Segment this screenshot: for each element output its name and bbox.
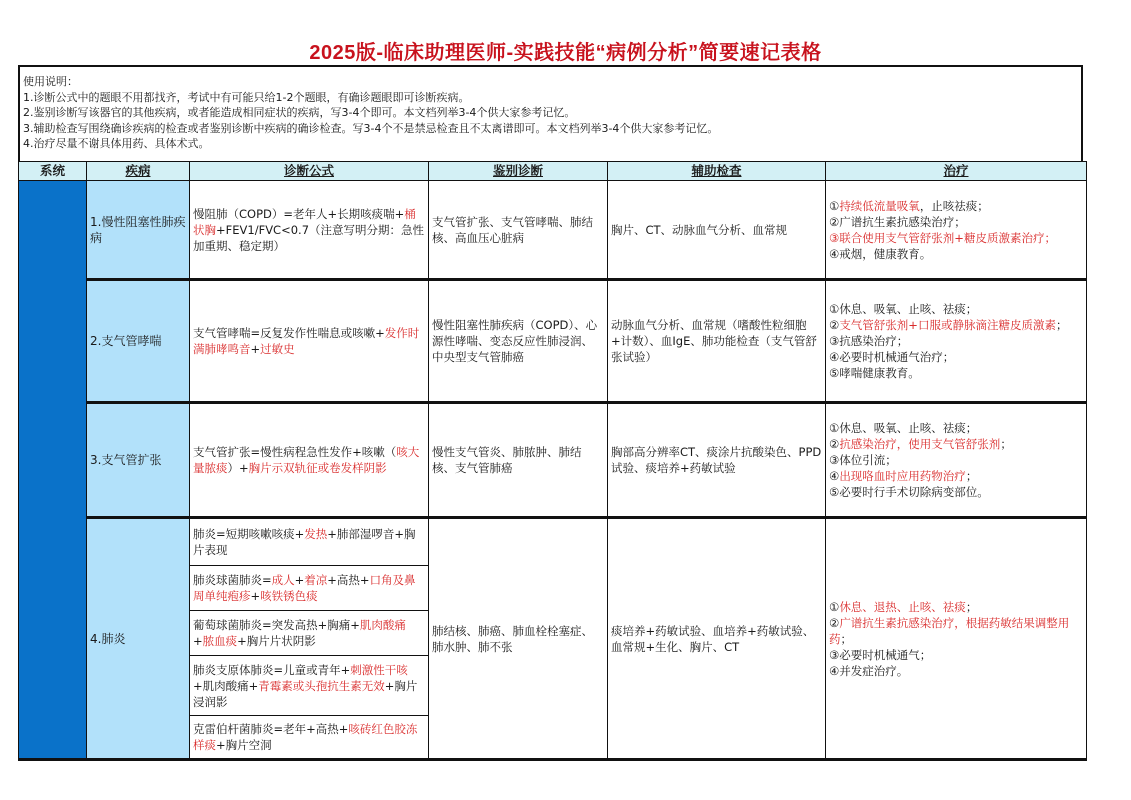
- treatment-step: [829, 663, 1083, 679]
- text-segment: 肺炎球菌肺炎=: [193, 573, 272, 587]
- differential-diagnosis-cell: 慢性阻塞性肺疾病（COPD）、心源性哮喘、变态反应性肺浸润、中央型支气管肺癌: [429, 280, 608, 403]
- highlighted-text: 刺激性干咳: [350, 662, 408, 677]
- highlighted-text: 发作时满肺哮鸣音: [193, 326, 420, 356]
- text-segment: ④并发症治疗。: [829, 663, 909, 678]
- text-segment: ①: [829, 599, 840, 614]
- text-segment: 慢阻肺（COPD）=老年人+长期咳痰喘+: [193, 206, 405, 221]
- text-segment: ①: [829, 198, 840, 213]
- treatment-step: [829, 333, 1083, 349]
- diagnosis-formula-cell: [190, 518, 429, 566]
- text-segment: ④必要时机械通气治疗；: [829, 350, 955, 364]
- text-segment: +: [193, 634, 203, 648]
- treatment-step: [829, 599, 1083, 615]
- treatment-step: [829, 484, 1083, 500]
- treatment-step: [829, 301, 1083, 317]
- highlighted-text: 支气管舒张剂+口服或静脉滴注糖皮质激素: [839, 318, 1056, 332]
- highlighted-text: 胸片示双轨征或卷发样阴影: [248, 461, 387, 475]
- text-segment: ；: [965, 599, 978, 614]
- usage-note-item: 1.诊断公式中的题眼不用都找齐，考试中有可能只给1-2个题眼，有确诊题眼即可诊断疾病。: [23, 90, 470, 104]
- treatment-step: [829, 317, 1083, 333]
- highlighted-text: 口角及鼻周单纯疱疹: [193, 573, 416, 603]
- disease-cell: 1.慢性阻塞性肺疾病: [87, 181, 190, 280]
- highlighted-text: 着凉: [304, 573, 328, 587]
- text-segment: 肺炎支原体肺炎=儿童或青年+: [193, 662, 351, 677]
- treatment-step: [829, 420, 1083, 436]
- highlighted-text: 咳大量脓痰: [193, 445, 420, 475]
- text-segment: +肺部湿啰音+胸片表现: [193, 527, 416, 557]
- highlighted-text: 桶状胸: [193, 206, 416, 237]
- treatment-cell: [826, 518, 1087, 760]
- text-segment: +胸片浸润影: [193, 678, 418, 709]
- auxiliary-exams-cell: 胸片、CT、动脉血气分析、血常规: [608, 181, 826, 280]
- auxiliary-exams-cell: 痰培养+药敏试验、血培养+药敏试验、血常规+生化、胸片、CT: [608, 518, 826, 760]
- diagnosis-formula-cell: [190, 566, 429, 611]
- text-segment: +FEV1/FVC<0.7（注意写明分期：急性加重期、稳定期）: [193, 222, 425, 253]
- text-segment: ④戒烟，健康教育。: [829, 246, 932, 261]
- table-row: [19, 403, 1087, 518]
- text-segment: ③必要时机械通气；: [829, 647, 932, 662]
- diagnosis-formula-cell: [190, 656, 429, 716]
- diagnosis-formula-cell: [190, 403, 429, 518]
- table-row: [19, 280, 1087, 403]
- highlighted-text: 广谱抗生素抗感染治疗，根据药敏结果调整用药: [829, 615, 1070, 646]
- table-header-row: [19, 162, 1087, 181]
- text-segment: +高热+: [327, 573, 370, 587]
- usage-note-item: 3.辅助检查写围绕确诊疾病的检查或者鉴别诊断中疾病的确诊检查。写3-4个不是禁忌检查且不太离谱即可。本文档列举3-4个供大家参考记忆。: [23, 121, 719, 135]
- text-segment: ；: [840, 631, 852, 646]
- text-segment: +胸片空洞: [216, 738, 272, 752]
- treatment-step: [829, 246, 1083, 262]
- treatment-cell: [826, 181, 1087, 280]
- case-analysis-table: [18, 161, 1087, 761]
- diagnosis-formula-cell: [190, 716, 429, 760]
- text-segment: 克雷伯杆菌肺炎=老年+高热+: [193, 722, 349, 736]
- disease-cell: 2.支气管哮喘: [87, 280, 190, 403]
- highlighted-text: 抗感染治疗，使用支气管舒张剂: [839, 437, 1001, 451]
- column-header-auxiliary-exams: 辅助检查: [608, 162, 826, 181]
- treatment-step: [829, 647, 1083, 663]
- highlighted-text: ③联合使用支气管舒张剂+糖皮质激素治疗；: [829, 230, 1056, 245]
- text-segment: 葡萄球菌肺炎=突发高热+胸痛+: [193, 618, 360, 632]
- usage-notes: [18, 65, 1083, 161]
- highlighted-text: 持续低流量吸氧: [839, 198, 920, 213]
- auxiliary-exams-cell: 动脉血气分析、血常规（嗜酸性粒细胞+计数）、血IgE、肺功能检查（支气管舒张试验）: [608, 280, 826, 403]
- treatment-step: [829, 230, 1083, 246]
- diagnosis-formula-cell: [190, 181, 429, 280]
- page-title: 2025版-临床助理医师-实践技能“病例分析”简要速记表格: [309, 42, 822, 64]
- text-segment: ；: [1000, 437, 1012, 451]
- treatment-step: [829, 615, 1083, 647]
- text-segment: ②: [829, 615, 840, 630]
- text-segment: 支气管哮喘=反复发作性喘息或咳嗽+: [193, 326, 385, 340]
- text-segment: ①休息、吸氧、止咳、祛痰；: [829, 421, 978, 435]
- auxiliary-exams-cell: 胸部高分辨率CT、痰涂片抗酸染色、PPD试验、痰培养+药敏试验: [608, 403, 826, 518]
- system-cell: [19, 181, 87, 760]
- highlighted-text: 过敏史: [260, 342, 295, 356]
- column-header-differential-diagnosis: 鉴别诊断: [429, 162, 608, 181]
- disease-cell: 3.支气管扩张: [87, 403, 190, 518]
- highlighted-text: 肌肉酸痛: [359, 618, 406, 632]
- highlighted-text: 咳砖红色胶冻样痰: [193, 722, 418, 752]
- text-segment: 支气管扩张=慢性病程急性发作+咳嗽（: [193, 445, 397, 459]
- highlighted-text: 成人: [271, 573, 295, 587]
- column-header-diagnosis-formula: 诊断公式: [190, 162, 429, 181]
- treatment-step: [829, 436, 1083, 452]
- text-segment: ③体位引流；: [829, 453, 897, 467]
- treatment-step: [829, 198, 1083, 214]
- text-segment: ④: [829, 469, 840, 483]
- treatment-cell: [826, 280, 1087, 403]
- highlighted-text: 休息、退热、止咳、祛痰: [839, 599, 966, 614]
- column-header-disease: 疾病: [87, 162, 190, 181]
- text-segment: ①休息、吸氧、止咳、祛痰；: [829, 302, 978, 316]
- treatment-step: [829, 365, 1083, 381]
- text-segment: ）+: [227, 461, 249, 475]
- treatment-step: [829, 452, 1083, 468]
- column-header-treatment: 治疗: [826, 162, 1087, 181]
- text-segment: +肌肉酸痛+: [193, 678, 259, 693]
- usage-notes-heading: 使用说明：: [23, 75, 78, 88]
- highlighted-text: 发热: [304, 527, 328, 541]
- differential-diagnosis-cell: 慢性支气管炎、肺脓肿、肺结核、支气管肺癌: [429, 403, 608, 518]
- usage-note-item: 4.治疗尽量不谢具体用药、具体术式。: [23, 137, 210, 150]
- highlighted-text: 咳铁锈色痰: [260, 589, 318, 603]
- differential-diagnosis-cell: 肺结核、肺癌、肺血栓栓塞症、肺水肿、肺不张: [429, 518, 608, 760]
- highlighted-text: 青霉素或头孢抗生素无效: [258, 678, 385, 693]
- diagnosis-formula-cell: [190, 611, 429, 656]
- table-row: [19, 181, 1087, 280]
- highlighted-text: 出现咯血时应用药物治疗: [839, 469, 966, 483]
- treatment-cell: [826, 403, 1087, 518]
- text-segment: +: [294, 573, 305, 587]
- text-segment: 肺炎=短期咳嗽咳痰+: [193, 527, 305, 541]
- text-segment: +胸片片状阴影: [237, 634, 316, 648]
- text-segment: ③抗感染治疗；: [829, 334, 909, 348]
- text-segment: ⑤必要时行手术切除病变部位。: [829, 485, 989, 499]
- diagnosis-formula-cell: [190, 280, 429, 403]
- treatment-step: [829, 468, 1083, 484]
- treatment-step: [829, 214, 1083, 230]
- text-segment: ；: [1055, 318, 1068, 332]
- text-segment: ②: [829, 437, 840, 451]
- text-segment: ②: [829, 318, 840, 332]
- table-row: [19, 518, 1087, 566]
- text-segment: ⑤哮喘健康教育。: [829, 366, 920, 380]
- text-segment: ，止咳祛痰；: [919, 198, 989, 213]
- disease-cell: 4.肺炎: [87, 518, 190, 760]
- treatment-step: [829, 349, 1083, 365]
- column-header-system: 系统: [19, 162, 87, 181]
- usage-note-item: 2.鉴别诊断写该器官的其他疾病，或者能造成相同症状的疾病，写3-4个即可。本文档列举3-4个供大家参考记忆。: [23, 106, 576, 119]
- differential-diagnosis-cell: 支气管扩张、支气管哮喘、肺结核、高血压心脏病: [429, 181, 608, 280]
- highlighted-text: 脓血痰: [202, 634, 238, 648]
- text-segment: ②广谱抗生素抗感染治疗；: [829, 214, 966, 229]
- text-segment: +: [250, 589, 261, 603]
- text-segment: +: [250, 342, 261, 356]
- text-segment: ；: [965, 469, 978, 483]
